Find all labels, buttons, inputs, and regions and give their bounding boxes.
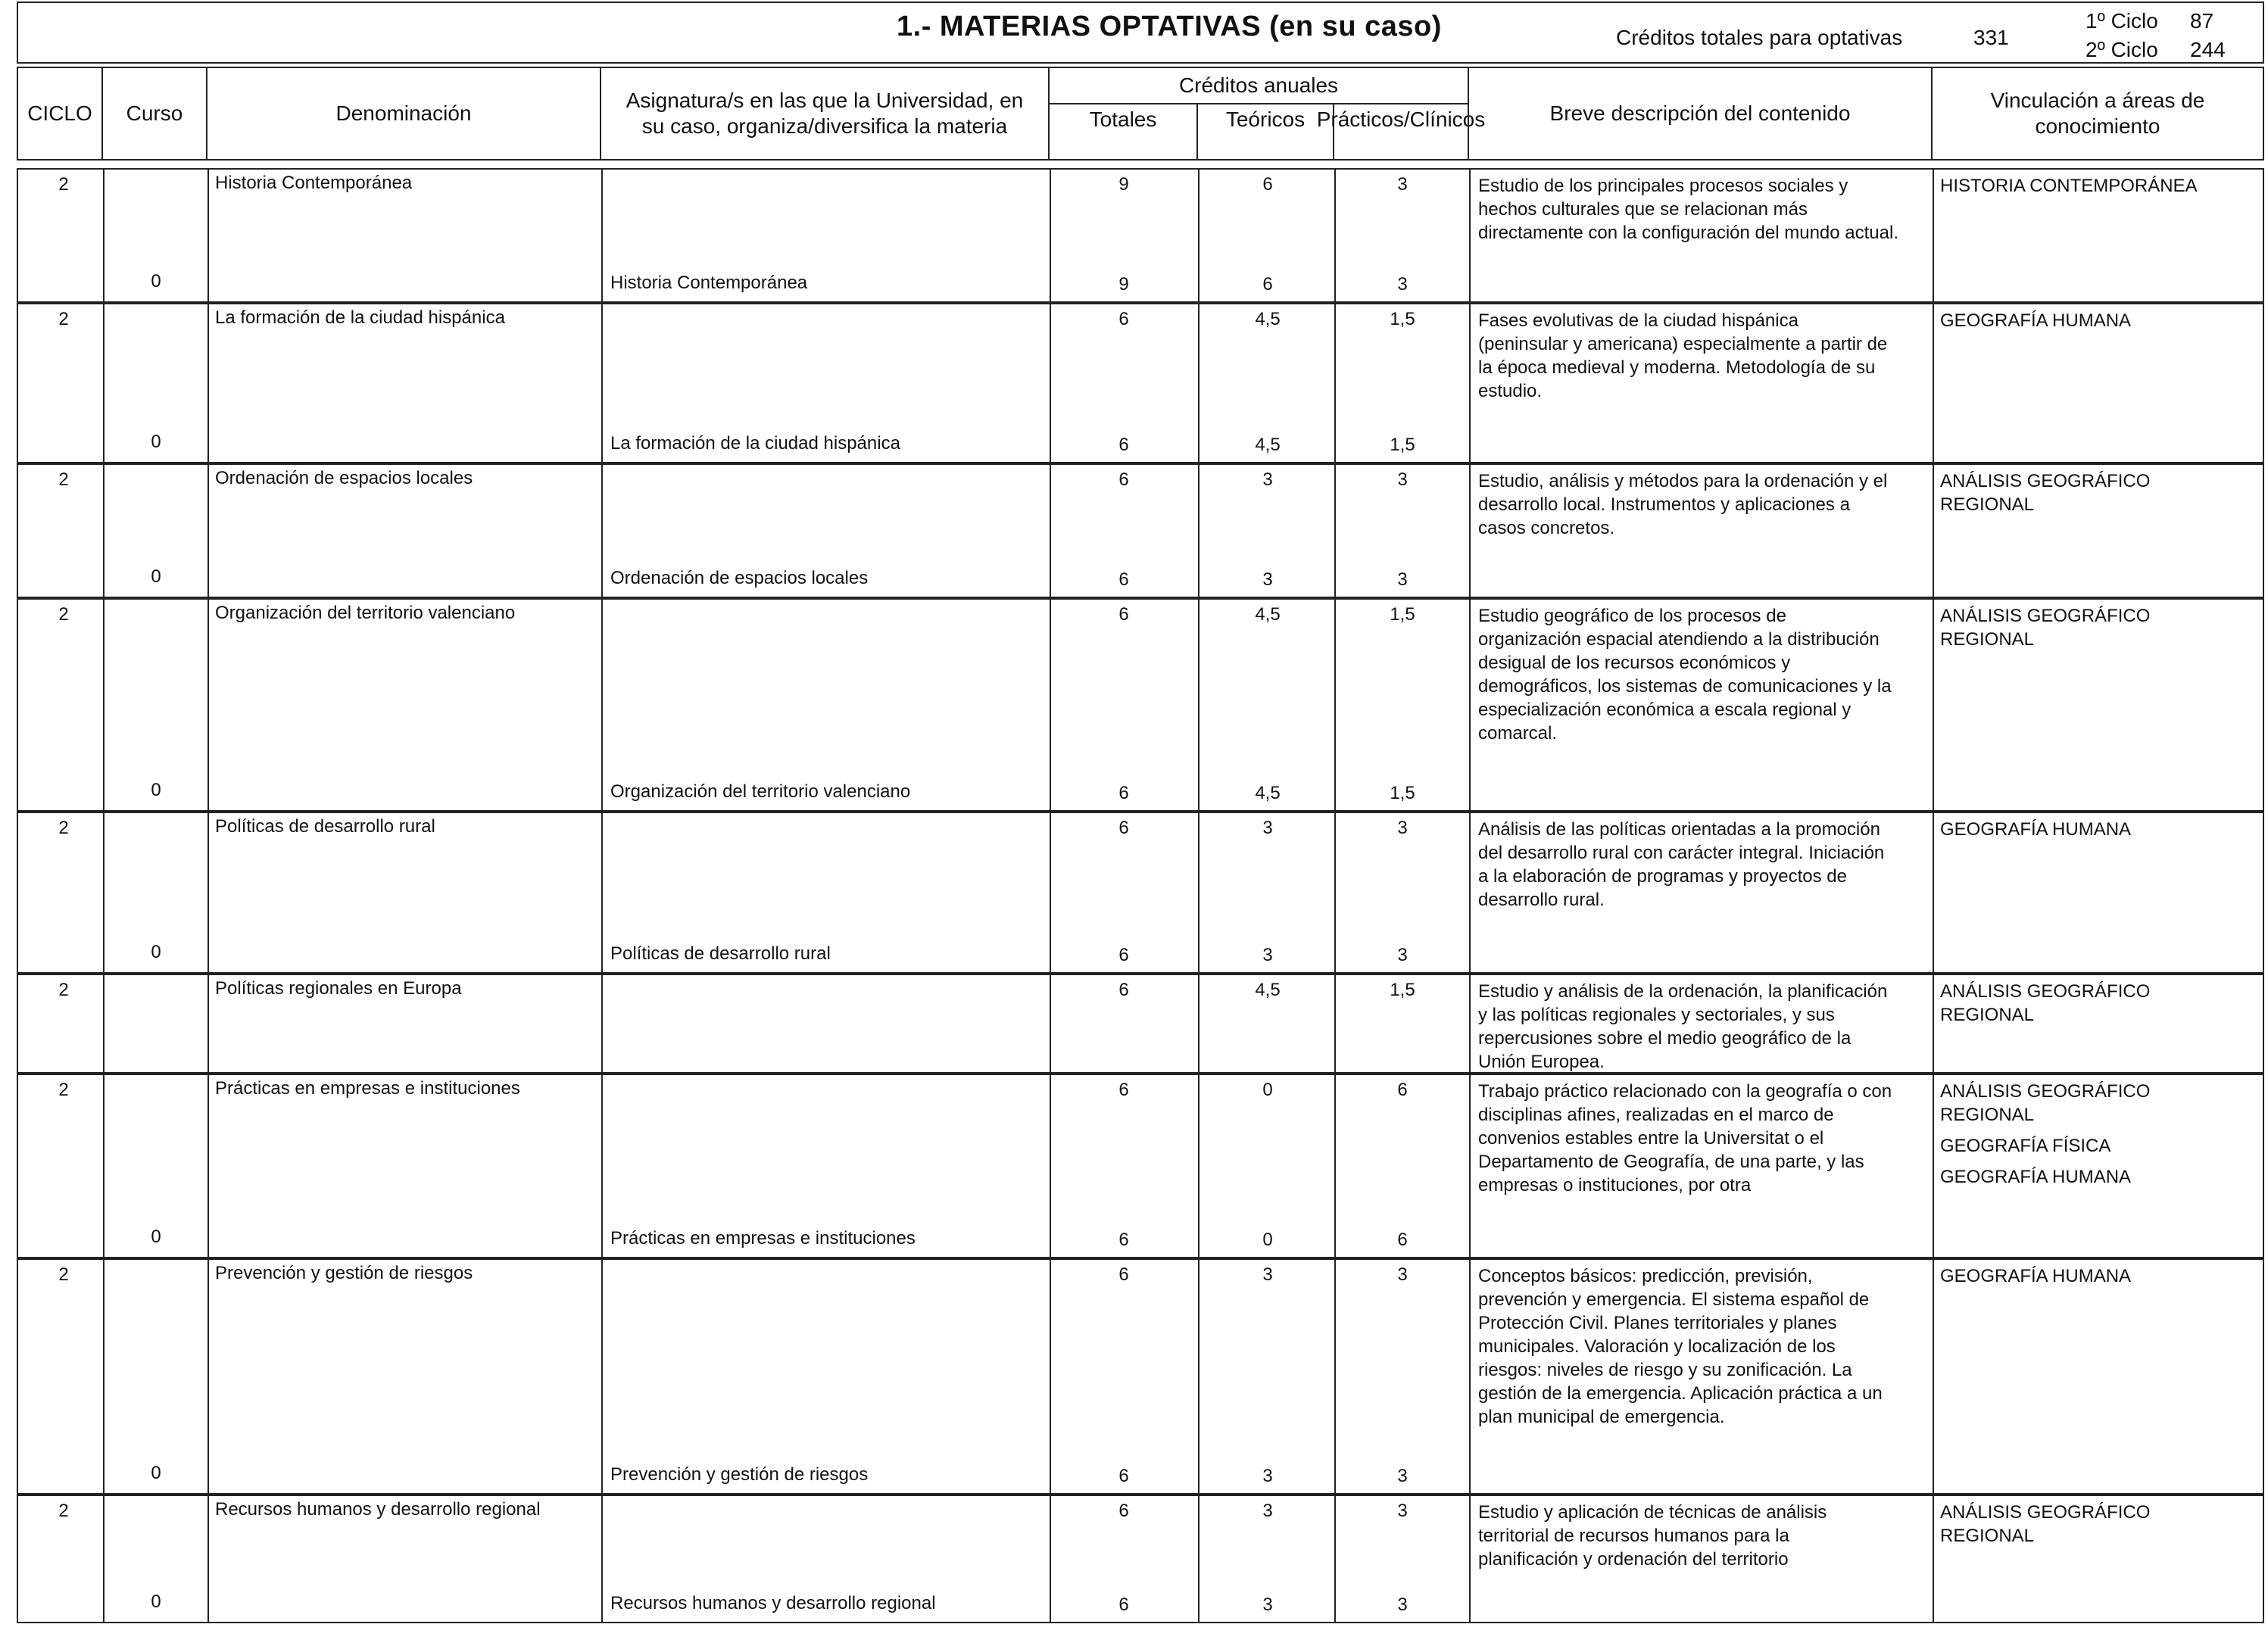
- cycle1-label: 1º Ciclo: [2085, 9, 2158, 33]
- column-divider: [1198, 975, 1200, 1072]
- vinculacion-cell: [1940, 1501, 2268, 1548]
- vinculacion-cell: [1940, 1080, 2268, 1189]
- descripcion-line: casos concretos.: [1478, 518, 1615, 538]
- descripcion-line: Estudio de los principales procesos sociales y: [1478, 176, 1848, 196]
- area-line: ANÁLISIS GEOGRÁFICO: [1940, 606, 2151, 626]
- sub-teoricos-cell: 4,5: [1255, 783, 1281, 803]
- totales-cell: 9: [1118, 174, 1129, 195]
- header-descripcion: Breve descripción del contenido: [1468, 67, 1933, 161]
- descripcion-line: Estudio y análisis de la ordenación, la planificación: [1478, 981, 1888, 1002]
- column-divider: [1334, 465, 1336, 597]
- sub-practicos-cell: 3: [1397, 1466, 1408, 1486]
- vinculacion-cell: [1940, 818, 2268, 841]
- area-line: GEOGRAFÍA HUMANA: [1940, 310, 2132, 331]
- column-divider: [1050, 1496, 1051, 1622]
- table-row: [17, 1495, 2264, 1623]
- descripcion-line: desigual de los recursos económicos y: [1478, 653, 1791, 673]
- sub-teoricos-cell: 6: [1262, 274, 1273, 295]
- sub-totales-cell: 6: [1118, 945, 1129, 965]
- curso-cell: 0: [151, 1227, 161, 1247]
- practicos-cell: 6: [1397, 1080, 1408, 1100]
- column-divider: [1334, 600, 1336, 810]
- descripcion-line: a la elaboración de programas y proyectos de: [1478, 866, 1847, 887]
- sub-practicos-cell: 3: [1397, 569, 1408, 590]
- column-divider: [1198, 1496, 1200, 1622]
- descripcion-line: directamente con la configuración del mundo actual.: [1478, 223, 1898, 243]
- column-divider: [1050, 975, 1051, 1072]
- column-divider: [1198, 170, 1200, 301]
- curso-cell: 0: [151, 942, 161, 962]
- header-curso: Curso: [101, 67, 207, 161]
- descripcion-line: y las políticas regionales y sectoriales, y sus: [1478, 1005, 1835, 1025]
- descripcion-line: convenios estables entre la Universitat o el: [1478, 1128, 1824, 1149]
- column-divider: [103, 1260, 105, 1493]
- column-divider: [1933, 975, 1934, 1072]
- column-divider: [1050, 1075, 1051, 1257]
- asignatura-cell: Prevención y gestión de riesgos: [610, 1464, 869, 1485]
- descripcion-line: del desarrollo rural con carácter integral. Iniciación: [1478, 843, 1885, 863]
- column-divider: [1469, 1075, 1471, 1257]
- title-band: [17, 2, 2264, 64]
- column-divider: [207, 304, 209, 462]
- sub-totales-cell: 9: [1118, 274, 1129, 295]
- column-divider: [207, 1075, 209, 1257]
- asignatura-cell: La formación de la ciudad hispánica: [610, 433, 900, 454]
- ciclo-cell: 2: [58, 980, 69, 1000]
- column-divider: [1334, 304, 1336, 462]
- sub-teoricos-cell: 3: [1262, 1466, 1273, 1486]
- area-line: REGIONAL: [1940, 629, 2035, 650]
- column-divider: [1469, 304, 1471, 462]
- sub-practicos-cell: 3: [1397, 274, 1408, 295]
- totales-cell: 6: [1118, 309, 1129, 329]
- page-title: 1.- MATERIAS OPTATIVAS (en su caso): [897, 11, 1442, 42]
- descripcion-line: comarcal.: [1478, 723, 1558, 744]
- column-divider: [1050, 304, 1051, 462]
- area-line: GEOGRAFÍA HUMANA: [1940, 819, 2132, 840]
- practicos-cell: 3: [1397, 469, 1408, 490]
- column-divider: [1469, 600, 1471, 810]
- table-row: [17, 598, 2264, 812]
- column-divider: [1933, 600, 1934, 810]
- denominacion-cell: Políticas de desarrollo rural: [215, 816, 435, 837]
- practicos-cell: 3: [1397, 174, 1408, 195]
- area-line: HISTORIA CONTEMPORÁNEA: [1940, 176, 2198, 196]
- ciclo-cell: 2: [58, 309, 69, 329]
- descripcion-cell: [1478, 1080, 1933, 1197]
- teoricos-cell: 3: [1262, 1264, 1273, 1285]
- curso-cell: 0: [151, 1463, 161, 1483]
- practicos-cell: 3: [1397, 1501, 1408, 1521]
- totales-cell: 6: [1118, 469, 1129, 490]
- teoricos-cell: 4,5: [1255, 980, 1281, 1000]
- table-row: [17, 303, 2264, 463]
- descripcion-line: planificación y ordenación del territorio: [1478, 1549, 1789, 1570]
- descripcion-cell: [1478, 818, 1933, 912]
- descripcion-cell: [1478, 1264, 1933, 1429]
- vinculacion-cell: [1940, 309, 2268, 332]
- area-line: ANÁLISIS GEOGRÁFICO: [1940, 1081, 2151, 1102]
- vinculacion-cell: [1940, 980, 2268, 1027]
- column-divider: [207, 813, 209, 972]
- sub-totales-cell: 6: [1118, 435, 1129, 455]
- area-line: REGIONAL: [1940, 1105, 2035, 1125]
- column-divider: [1198, 304, 1200, 462]
- sub-teoricos-cell: 0: [1262, 1230, 1273, 1250]
- descripcion-line: Conceptos básicos: predicción, previsión,: [1478, 1266, 1813, 1286]
- descripcion-cell: [1478, 174, 1933, 245]
- ciclo-cell: 2: [58, 818, 69, 838]
- descripcion-line: demográficos, los sistemas de comunicaciones y la: [1478, 676, 1892, 697]
- column-divider: [1933, 465, 1934, 597]
- sub-practicos-cell: 1,5: [1390, 783, 1415, 803]
- area-line: GEOGRAFÍA HUMANA: [1940, 1266, 2132, 1286]
- descripcion-line: Análisis de las políticas orientadas a la promoción: [1478, 819, 1880, 840]
- descripcion-line: disciplinas afines, realizadas en el marco de: [1478, 1105, 1834, 1125]
- area-line: REGIONAL: [1940, 1005, 2035, 1025]
- curso-cell: 0: [151, 1591, 161, 1612]
- column-divider: [1050, 813, 1051, 972]
- sub-practicos-cell: 1,5: [1390, 435, 1415, 455]
- column-divider: [1469, 975, 1471, 1072]
- cycle1-value: 87: [2190, 9, 2214, 33]
- practicos-cell: 1,5: [1390, 980, 1415, 1000]
- column-divider: [601, 813, 603, 972]
- sub-practicos-cell: 6: [1397, 1230, 1408, 1250]
- header-creditos-anuales: Créditos anuales: [1048, 67, 1469, 104]
- sub-totales-cell: 6: [1118, 783, 1129, 803]
- column-divider: [1469, 465, 1471, 597]
- totales-cell: 6: [1118, 1080, 1129, 1100]
- column-divider: [207, 1260, 209, 1493]
- column-divider: [1933, 1260, 1934, 1493]
- totales-cell: 6: [1118, 1501, 1129, 1521]
- vinculacion-cell: [1940, 1264, 2268, 1288]
- descripcion-line: la época medieval y moderna. Metodología de su: [1478, 357, 1876, 378]
- totales-cell: 6: [1118, 604, 1129, 625]
- denominacion-cell: Prácticas en empresas e instituciones: [215, 1078, 520, 1099]
- curso-cell: 0: [151, 271, 161, 291]
- totales-cell: 6: [1118, 1264, 1129, 1285]
- area-line: ANÁLISIS GEOGRÁFICO: [1940, 471, 2151, 491]
- area-line: REGIONAL: [1940, 1526, 2035, 1546]
- column-divider: [601, 1260, 603, 1493]
- column-divider: [103, 600, 105, 810]
- header-denominacion: Denominación: [206, 67, 601, 161]
- header-asignatura: Asignatura/s en las que la Universidad, en su caso, organiza/diversifica la materia: [600, 67, 1050, 161]
- column-divider: [601, 1496, 603, 1622]
- descripcion-line: municipales. Valoración y localización de los: [1478, 1336, 1836, 1357]
- curso-cell: 0: [151, 566, 161, 587]
- curso-cell: 0: [151, 432, 161, 452]
- column-divider: [1198, 465, 1200, 597]
- denominacion-cell: Prevención y gestión de riesgos: [215, 1263, 473, 1283]
- sub-practicos-cell: 3: [1397, 945, 1408, 965]
- asignatura-cell: Políticas de desarrollo rural: [610, 943, 831, 964]
- column-divider: [1198, 1260, 1200, 1493]
- descripcion-line: Trabajo práctico relacionado con la geografía o con: [1478, 1081, 1892, 1102]
- denominacion-cell: Políticas regionales en Europa: [215, 978, 462, 999]
- column-divider: [1469, 1260, 1471, 1493]
- descripcion-line: Departamento de Geografía, de una parte, y las: [1478, 1152, 1864, 1172]
- sub-teoricos-cell: 3: [1262, 945, 1273, 965]
- practicos-cell: 1,5: [1390, 309, 1415, 329]
- descripcion-line: gestión de la emergencia. Aplicación práctica a un: [1478, 1383, 1883, 1404]
- descripcion-line: hechos culturales que se relacionan más: [1478, 199, 1808, 220]
- column-divider: [1198, 813, 1200, 972]
- sub-totales-cell: 6: [1118, 1595, 1129, 1615]
- table-row: [17, 168, 2264, 303]
- sub-practicos-cell: 3: [1397, 1595, 1408, 1615]
- area-line: ANÁLISIS GEOGRÁFICO: [1940, 1502, 2151, 1523]
- area-line: ANÁLISIS GEOGRÁFICO: [1940, 981, 2151, 1002]
- practicos-cell: 3: [1397, 1264, 1408, 1285]
- table-row: [17, 812, 2264, 974]
- ciclo-cell: 2: [58, 469, 69, 490]
- column-divider: [601, 975, 603, 1072]
- ciclo-cell: 2: [58, 1501, 69, 1521]
- sub-teoricos-cell: 3: [1262, 1595, 1273, 1615]
- denominacion-cell: Recursos humanos y desarrollo regional: [215, 1499, 541, 1520]
- table-header: [17, 67, 2264, 161]
- column-divider: [103, 1075, 105, 1257]
- area-line: GEOGRAFÍA HUMANA: [1940, 1167, 2132, 1187]
- practicos-cell: 1,5: [1390, 604, 1415, 625]
- column-divider: [1334, 1496, 1336, 1622]
- column-divider: [1198, 600, 1200, 810]
- teoricos-cell: 3: [1262, 1501, 1273, 1521]
- column-divider: [1334, 1075, 1336, 1257]
- sub-totales-cell: 6: [1118, 1466, 1129, 1486]
- denominacion-cell: La formación de la ciudad hispánica: [215, 307, 505, 328]
- header-teoricos: Teóricos: [1196, 103, 1334, 161]
- descripcion-line: desarrollo local. Instrumentos y aplicaciones a: [1478, 494, 1850, 515]
- descripcion-cell: [1478, 469, 1933, 540]
- descripcion-line: Estudio y aplicación de técnicas de análisis: [1478, 1502, 1827, 1523]
- header-totales: Totales: [1048, 103, 1198, 161]
- descripcion-line: (peninsular y americana) especialmente a partir de: [1478, 334, 1888, 354]
- denominacion-cell: Ordenación de espacios locales: [215, 468, 473, 488]
- descripcion-cell: [1478, 1501, 1933, 1571]
- column-divider: [1933, 1496, 1934, 1622]
- vinculacion-cell: [1940, 174, 2268, 198]
- denominacion-cell: Organización del territorio valenciano: [215, 603, 516, 623]
- area-line: REGIONAL: [1940, 494, 2035, 515]
- ciclo-cell: 2: [58, 174, 69, 195]
- descripcion-cell: [1478, 604, 1933, 745]
- column-divider: [601, 465, 603, 597]
- teoricos-cell: 3: [1262, 469, 1273, 490]
- column-divider: [601, 170, 603, 301]
- column-divider: [207, 170, 209, 301]
- descripcion-line: repercusiones sobre el medio geográfico de la: [1478, 1028, 1852, 1049]
- asignatura-cell: Recursos humanos y desarrollo regional: [610, 1593, 936, 1613]
- descripcion-line: territorial de recursos humanos para la: [1478, 1526, 1789, 1546]
- area-line: GEOGRAFÍA FÍSICA: [1940, 1136, 2111, 1156]
- column-divider: [1933, 170, 1934, 301]
- descripcion-line: riesgos: niveles de riesgo y su zonificación. La: [1478, 1360, 1852, 1380]
- practicos-cell: 3: [1397, 818, 1408, 838]
- header-ciclo: CICLO: [17, 67, 103, 161]
- descripcion-line: Estudio geográfico de los procesos de: [1478, 606, 1786, 626]
- descripcion-line: desarrollo rural.: [1478, 890, 1605, 910]
- descripcion-line: empresas o instituciones, por otra: [1478, 1175, 1752, 1196]
- column-divider: [207, 975, 209, 1072]
- descripcion-line: plan municipal de emergencia.: [1478, 1407, 1725, 1427]
- asignatura-cell: Organización del territorio valenciano: [610, 781, 911, 802]
- teoricos-cell: 4,5: [1255, 604, 1281, 625]
- descripcion-line: Estudio, análisis y métodos para la ordenación y el: [1478, 471, 1888, 491]
- column-divider: [1198, 1075, 1200, 1257]
- column-divider: [207, 600, 209, 810]
- column-divider: [1050, 600, 1051, 810]
- column-divider: [1050, 465, 1051, 597]
- sub-totales-cell: 6: [1118, 1230, 1129, 1250]
- ciclo-cell: 2: [58, 1080, 69, 1100]
- descripcion-line: especialización económica a escala regional y: [1478, 700, 1852, 720]
- credits-total-label: Créditos totales para optativas: [1616, 26, 1903, 49]
- descripcion-cell: [1478, 309, 1933, 403]
- header-practicos: Prácticos/Clínicos: [1333, 103, 1469, 161]
- curso-cell: 0: [151, 780, 161, 800]
- descripcion-line: prevención y emergencia. El sistema español de: [1478, 1289, 1870, 1310]
- column-divider: [1933, 304, 1934, 462]
- table-row: [17, 1074, 2264, 1258]
- vinculacion-cell: [1940, 469, 2268, 516]
- sub-totales-cell: 6: [1118, 569, 1129, 590]
- column-divider: [1334, 813, 1336, 972]
- asignatura-cell: Historia Contemporánea: [610, 273, 808, 293]
- ciclo-cell: 2: [58, 1264, 69, 1285]
- sub-teoricos-cell: 3: [1262, 569, 1273, 590]
- totales-cell: 6: [1118, 980, 1129, 1000]
- cycle2-value: 244: [2190, 38, 2226, 61]
- ciclo-cell: 2: [58, 604, 69, 625]
- sub-teoricos-cell: 4,5: [1255, 435, 1281, 455]
- column-divider: [1933, 1075, 1934, 1257]
- descripcion-line: Protección Civil. Planes territoriales y planes: [1478, 1313, 1837, 1333]
- teoricos-cell: 4,5: [1255, 309, 1281, 329]
- column-divider: [1334, 170, 1336, 301]
- column-divider: [1933, 813, 1934, 972]
- descripcion-cell: [1478, 980, 1933, 1074]
- column-divider: [1469, 170, 1471, 301]
- denominacion-cell: Historia Contemporánea: [215, 173, 413, 193]
- teoricos-cell: 0: [1262, 1080, 1273, 1100]
- table-row: [17, 1258, 2264, 1495]
- column-divider: [601, 304, 603, 462]
- column-divider: [207, 1496, 209, 1622]
- descripcion-line: organización espacial atendiendo a la distribución: [1478, 629, 1880, 650]
- column-divider: [1469, 1496, 1471, 1622]
- column-divider: [1050, 1260, 1051, 1493]
- column-divider: [1334, 1260, 1336, 1493]
- table-row: [17, 463, 2264, 598]
- teoricos-cell: 6: [1262, 174, 1273, 195]
- column-divider: [601, 600, 603, 810]
- asignatura-cell: Ordenación de espacios locales: [610, 568, 869, 588]
- vinculacion-cell: [1940, 604, 2268, 651]
- column-divider: [1469, 813, 1471, 972]
- column-divider: [601, 1075, 603, 1257]
- credits-total-value: 331: [1973, 26, 2009, 49]
- column-divider: [1334, 975, 1336, 1072]
- descripcion-line: Unión Europea.: [1478, 1052, 1605, 1072]
- cycle2-label: 2º Ciclo: [2085, 38, 2158, 61]
- totales-cell: 6: [1118, 818, 1129, 838]
- descripcion-line: Fases evolutivas de la ciudad hispánica: [1478, 310, 1798, 331]
- table-row: [17, 974, 2264, 1074]
- column-divider: [1050, 170, 1051, 301]
- asignatura-cell: Prácticas en empresas e instituciones: [610, 1228, 916, 1249]
- header-vinculacion: Vinculación a áreas de conocimiento: [1931, 67, 2264, 161]
- descripcion-line: estudio.: [1478, 381, 1543, 401]
- teoricos-cell: 3: [1262, 818, 1273, 838]
- column-divider: [207, 465, 209, 597]
